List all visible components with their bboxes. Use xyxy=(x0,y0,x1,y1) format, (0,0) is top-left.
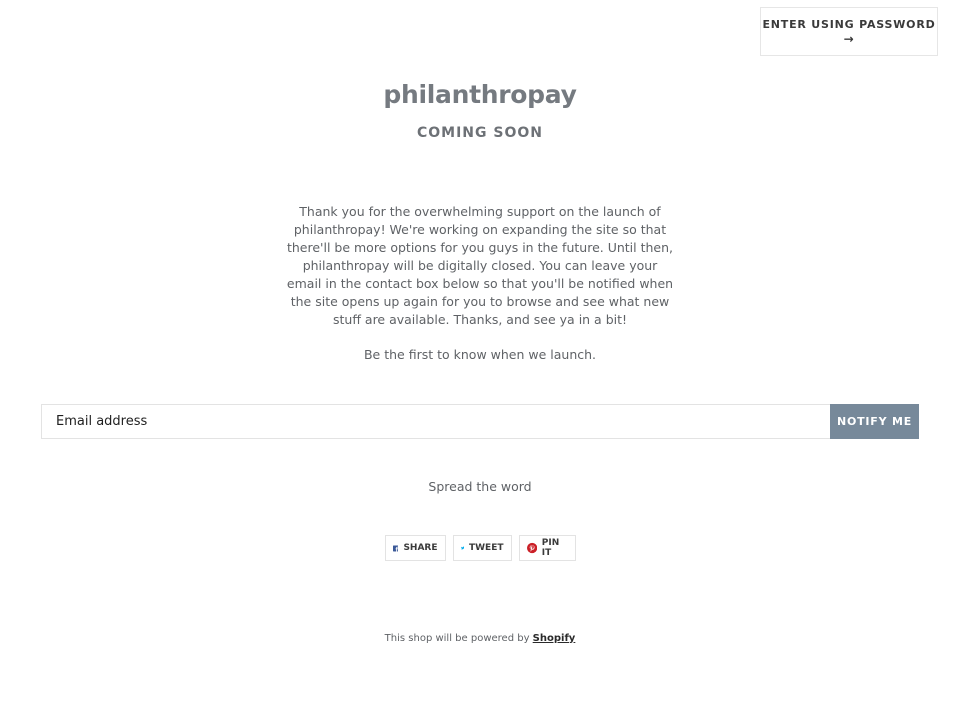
powered-by-footer xyxy=(0,633,960,644)
pinterest-pin-button[interactable] xyxy=(519,535,576,561)
pinterest-icon xyxy=(527,542,537,554)
share-label: SHARE xyxy=(403,543,438,553)
shop-name: philanthropay xyxy=(383,80,577,109)
powered-by-text: This shop will be powered by xyxy=(384,633,530,644)
facebook-share-button[interactable] xyxy=(385,535,446,561)
facebook-icon xyxy=(393,543,399,554)
shopify-link[interactable]: Shopify xyxy=(532,633,576,644)
password-button-label: ENTER USING PASSWORD xyxy=(762,17,936,31)
twitter-tweet-button[interactable] xyxy=(453,535,512,561)
spread-the-word-heading: Spread the word xyxy=(428,479,532,494)
enter-using-password-button[interactable] xyxy=(760,7,938,56)
store-message: Thank you for the overwhelming support on the launch of philanthropay! We're working on expanding the site so that there'll be more options for you guys in the future. Until then, philanthropay will be digitally closed. You can leave your email in the contact box below so that you'll be notified when the site opens up again for you to browse and see what new stuff are available. Thanks, and see ya in a bit! xyxy=(286,204,674,327)
launch-cta-text: Be the first to know when we launch. xyxy=(363,347,597,362)
notify-me-button[interactable]: NOTIFY ME xyxy=(830,404,919,439)
tweet-label: TWEET xyxy=(468,543,504,553)
email-field[interactable]: Email address xyxy=(41,404,830,439)
arrow-right-icon: → xyxy=(843,31,855,46)
social-share-buttons xyxy=(0,535,960,561)
pin-it-label: PIN IT xyxy=(541,538,560,558)
twitter-icon xyxy=(461,543,464,553)
newsletter-form xyxy=(41,404,919,439)
coming-soon-heading: COMING SOON xyxy=(416,125,543,141)
